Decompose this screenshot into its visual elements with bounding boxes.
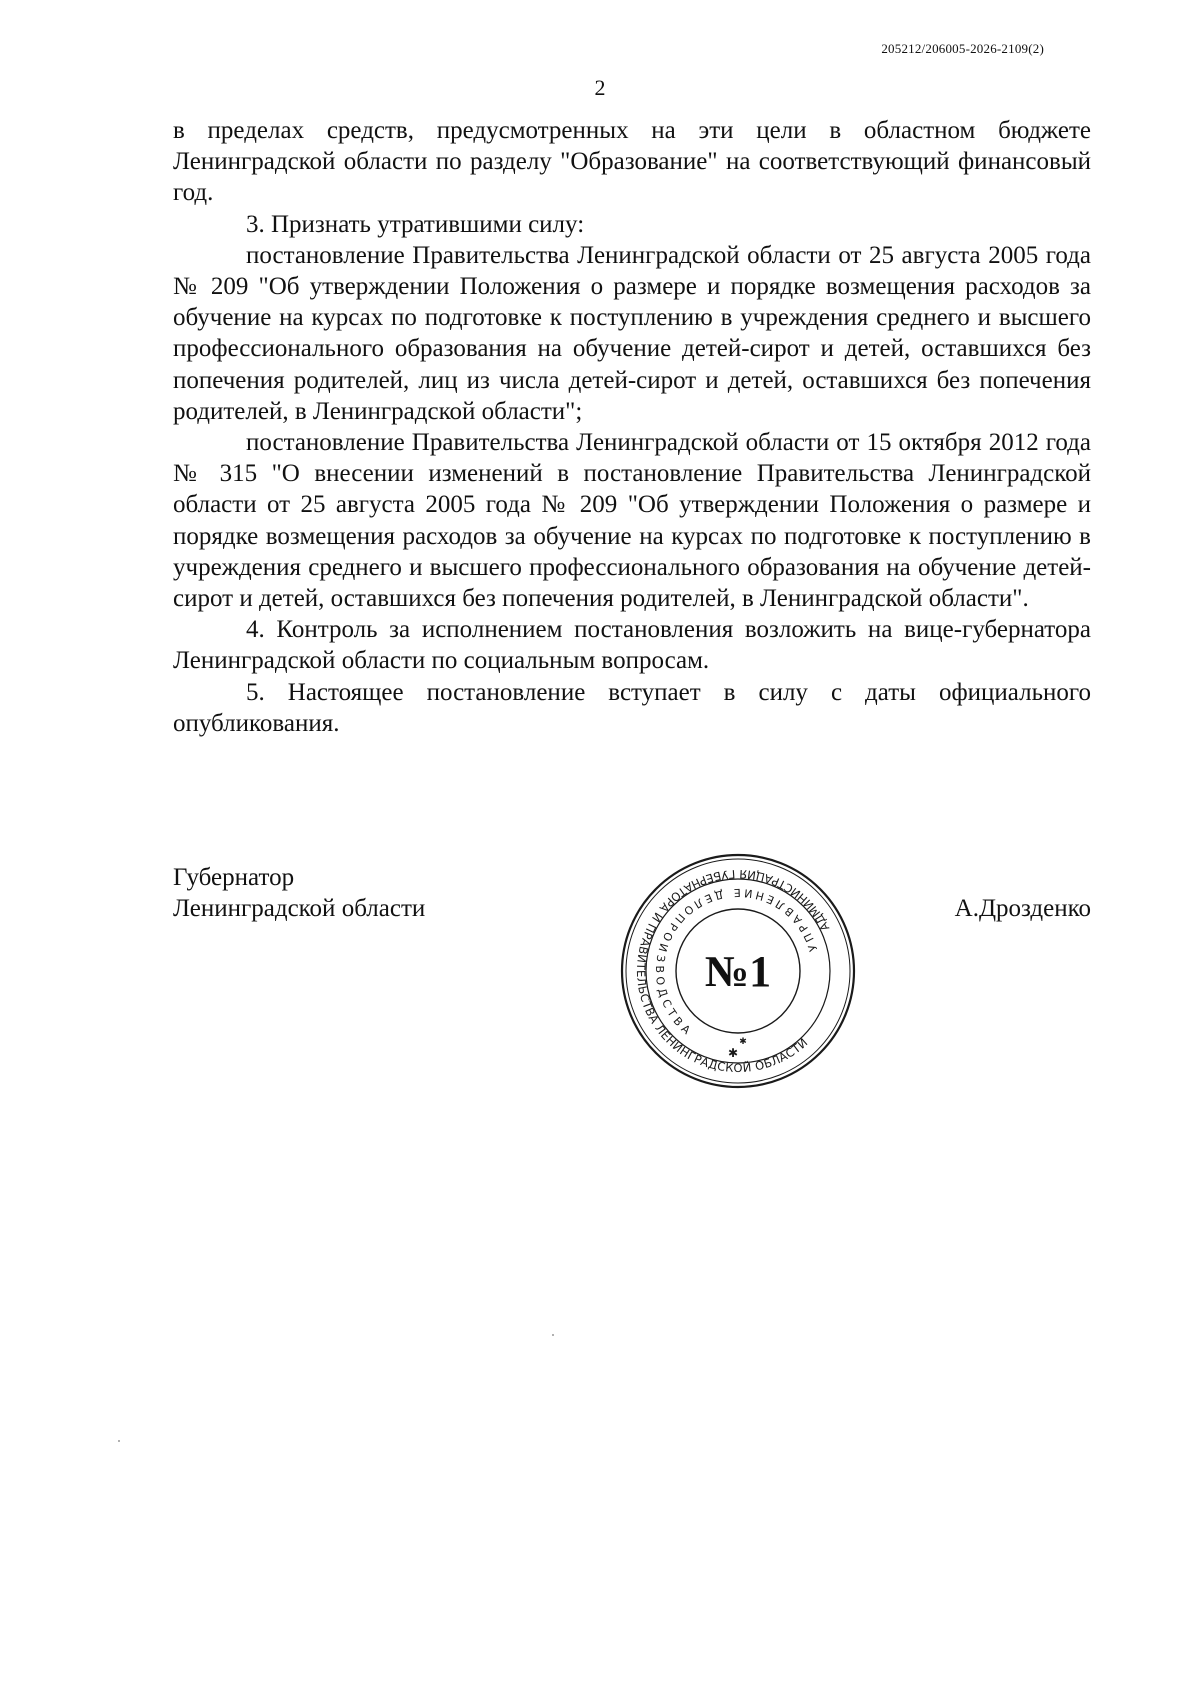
paragraph-item-4: 4. Контроль за исполнением постановления возложить на вице-губернатора Ленинградской области по социальным вопросам. xyxy=(173,616,1091,675)
document-id: 205212/206005-2026-2109(2) xyxy=(881,41,1044,56)
paragraph-item-5: 5. Настоящее постановление вступает в силу с даты официального опубликования. xyxy=(173,678,1091,737)
seal-inner-text: УПРАВЛЕНИЕ ДЕЛОПРОИЗВОДСТВА xyxy=(652,885,821,1040)
document-body xyxy=(173,115,1091,739)
signatory-title-line2: Ленинградской области xyxy=(173,895,426,922)
seal-graphic xyxy=(619,852,857,1090)
seal-star-icon-small: ✱ xyxy=(739,1037,747,1047)
scan-speck xyxy=(552,1334,554,1336)
official-seal xyxy=(619,852,857,1090)
signatory-name: А.Дрозденко xyxy=(954,895,1091,922)
seal-number: №1 xyxy=(704,947,772,996)
signatory-title-line1: Губернатор xyxy=(173,864,295,891)
seal-outer-text: АДМИНИСТРАЦИЯ ГУБЕРНАТОРА И ПРАВИТЕЛЬСТВА ЛЕНИНГРАДСКОЙ ОБЛАСТИ xyxy=(633,866,833,1076)
paragraph-item-3: 3. Признать утратившими силу: xyxy=(246,210,585,238)
paragraph-repealed-act-2: постановление Правительства Ленинградской области от 15 октября 2012 года № 315 "О внесении изменений в постановление Правительства Ленинградской области от 25 августа 2005 года № 209 "Об утверждении Положения о размере и порядке возмещения расходов за обучение на курсах по подготовке к поступлению в учреждения среднего и высшего профессионального образования на обучение детей-сирот и детей, оставшихся без попечения родителей, в Ленинградской области". xyxy=(173,429,1091,613)
seal-star-icon: ✱ xyxy=(727,1046,739,1060)
paragraph-repealed-act-1: постановление Правительства Ленинградской области от 25 августа 2005 года № 209 "Об утверждении Положения о размере и порядке возмещения расходов за обучение на курсах по подготовке к поступлению в учреждения среднего и высшего профессионального образования на обучение детей-сирот и детей, оставшихся без попечения родителей, лиц из числа детей-сирот и детей, оставшихся без попечения родителей, в Ленинградской области"; xyxy=(173,241,1091,425)
paragraph-continuation: в пределах средств, предусмотренных на эти цели в областном бюджете Ленинградской области по разделу "Образование" на соответствующий финансовый год. xyxy=(173,117,1091,207)
scan-speck xyxy=(118,1440,120,1442)
page-number: 2 xyxy=(594,75,606,100)
signatory-title xyxy=(173,862,425,924)
